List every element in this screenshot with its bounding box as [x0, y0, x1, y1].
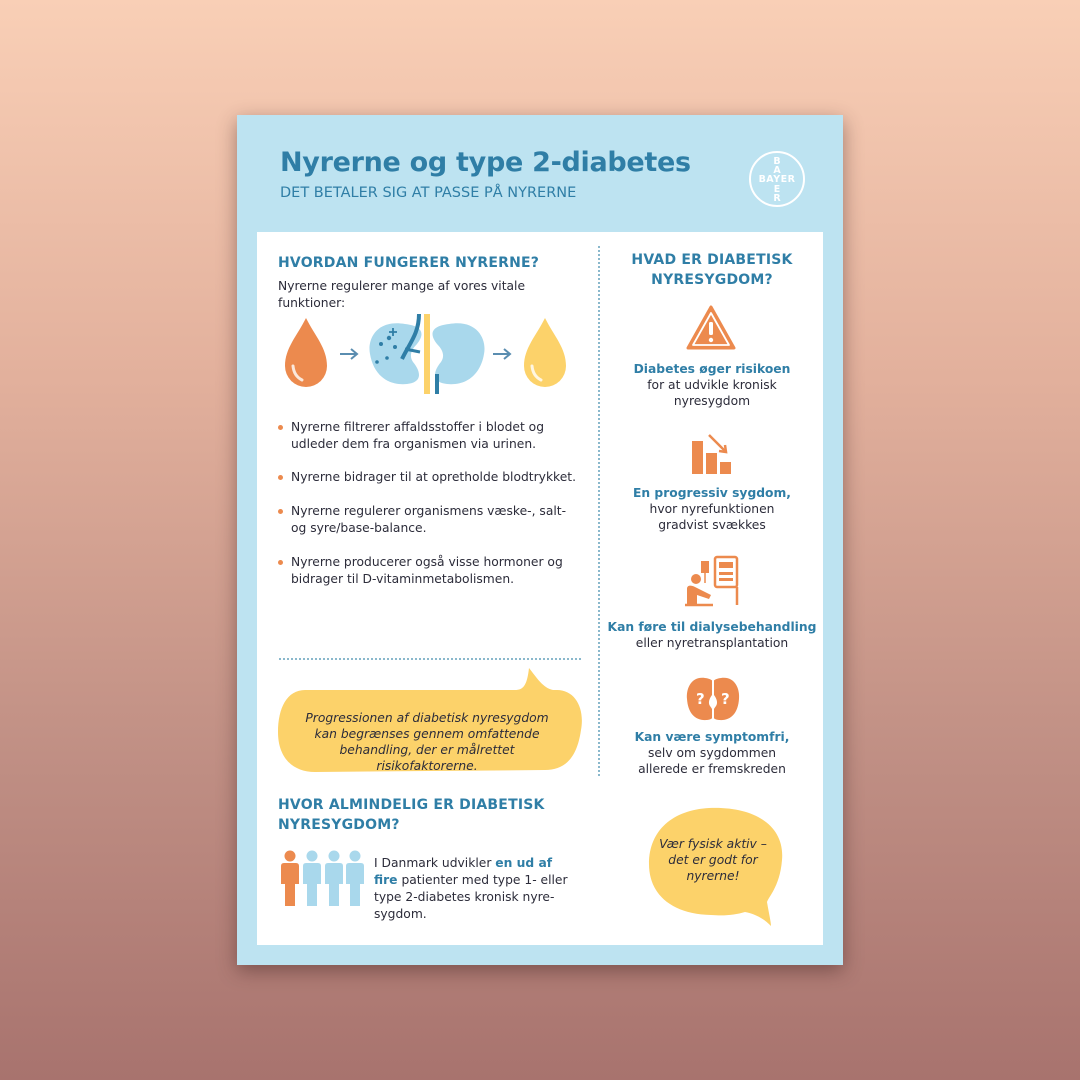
logo-letter: E [773, 184, 781, 195]
horizontal-divider [279, 658, 581, 660]
svg-text:?: ? [696, 690, 705, 708]
kidney-icon [369, 314, 484, 394]
symptom-item-text: selv om sygdommen allerede er fremskreden [638, 746, 786, 776]
kidney-process-illustration [277, 314, 577, 394]
prevalence-text-start: I Danmark udvikler [374, 856, 496, 870]
intro-text: Nyrerne regulerer mange af vores vitale funktioner: [278, 279, 526, 310]
declining-chart-icon [689, 431, 735, 477]
prevalence-text-end: patienter med type 1- eller type 2-diabetes kronisk nyre-sygdom. [374, 873, 568, 921]
risk-item-title: Diabetes øger risikoen [633, 362, 791, 376]
dialysis-item [607, 619, 817, 651]
prevalence-text [374, 855, 579, 923]
risk-item-text: for at udvikle kronisk nyresygdom [647, 378, 777, 408]
logo-letter: A [773, 165, 781, 176]
dialysis-item-text: eller nyretransplantation [635, 636, 789, 650]
bubble-text-progression: Progressionen af diabetisk nyresygdom kan begrænses gennem omfattende behandling, der er målrettet risikofaktorerne. [305, 711, 549, 773]
bullet-item: Nyrerne filtrerer affaldsstoffer i blodet og udleder dem fra organismen via urinen. [291, 419, 591, 453]
logo-text-horizontal: BAYER [758, 174, 796, 185]
progressive-item [607, 485, 817, 533]
svg-text:?: ? [721, 690, 730, 708]
symptom-item [607, 729, 817, 777]
urine-drop-icon [524, 318, 566, 387]
bubble-text-activity: Vær fysisk aktiv – det er godt for nyrerne! [659, 837, 767, 883]
warning-icon [686, 305, 736, 351]
dialysis-icon [683, 555, 741, 607]
bullet-item: Nyrerne regulerer organismens væske-, salt- og syre/base-balance. [291, 503, 581, 537]
arrow-right-icon [493, 349, 510, 359]
progressive-item-title: En progressiv sygdom, [633, 486, 791, 500]
bayer-logo [749, 151, 805, 207]
vertical-divider [598, 246, 600, 776]
flyer [237, 115, 843, 965]
kidney-question-icon [685, 675, 741, 723]
content-card [257, 232, 823, 945]
section-heading-prevalence: HVOR ALMINDELIG ER DIABETISK NYRESYGDOM? [278, 797, 545, 833]
dialysis-item-title: Kan føre til dialysebehandling [607, 620, 817, 634]
prevalence-highlight: en ud af fire [374, 856, 553, 887]
risk-item [607, 361, 817, 409]
people-icon [279, 850, 365, 908]
progressive-item-text: hvor nyrefunktionen gradvist svækkes [649, 502, 775, 532]
logo-letter: B [773, 156, 781, 167]
section-heading-how-kidneys-work: HVORDAN FUNGERER NYRERNE? [278, 255, 540, 271]
page-subtitle: DET BETALER SIG AT PASSE PÅ NYRERNE [280, 185, 577, 201]
arrow-right-icon [340, 349, 357, 359]
blood-drop-icon [285, 318, 327, 387]
bullet-item: Nyrerne bidrager til at opretholde blodtrykket. [291, 469, 591, 486]
page-title: Nyrerne og type 2-diabetes [280, 147, 691, 178]
section-heading-what-is-dkd: HVAD ER DIABETISK NYRESYGDOM? [631, 252, 793, 288]
symptom-item-title: Kan være symptomfri, [634, 730, 790, 744]
bullet-item: Nyrerne producerer også visse hormoner og bidrager til D-vitaminmetabolismen. [291, 554, 591, 588]
logo-letter: R [773, 193, 781, 204]
